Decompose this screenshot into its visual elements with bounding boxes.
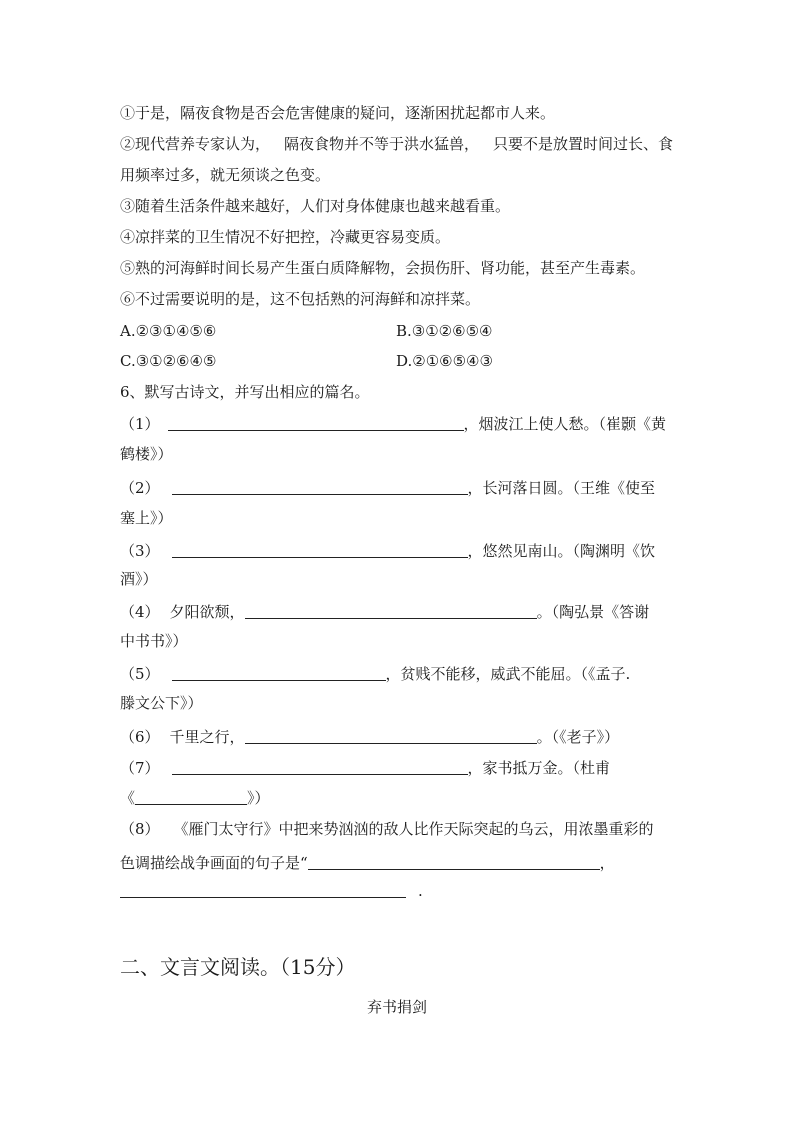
q6-item-5-after: ，贫贱不能移，威武不能屈。（《孟子. <box>385 665 631 683</box>
q6-item-8-line-3 <box>120 880 423 902</box>
q6-item-7-close: 》） <box>247 789 270 807</box>
question-6-title: 6、默写古诗文，并写出相应的篇名。 <box>120 383 370 401</box>
q6-item-4-before: 夕阳欲颓， <box>169 603 245 621</box>
q6-item-7-blank[interactable] <box>172 758 468 775</box>
q6-item-1-cont: 鹤楼》） <box>120 445 173 463</box>
sentence-2-line-1 <box>120 133 673 155</box>
q6-item-2-blank[interactable] <box>172 478 468 495</box>
sentence-2-part-c: 只要不是放置时间过长、食 <box>493 135 674 153</box>
q6-item-4-after: 。（陶弘景《答谢 <box>536 603 650 621</box>
q6-item-2-cont: 塞上》） <box>120 509 173 527</box>
sentence-4: ④凉拌菜的卫生情况不好把控，冷藏更容易变质。 <box>120 228 451 246</box>
q6-item-2 <box>120 477 655 499</box>
q6-item-7-open: 《 <box>120 789 136 807</box>
q6-item-1 <box>120 413 666 435</box>
q6-item-4 <box>120 601 649 623</box>
q6-item-8-line-2 <box>120 852 615 874</box>
q6-item-8-line3-after: . <box>418 882 423 900</box>
q6-item-5-num: （5） <box>120 665 160 683</box>
passage-title: 弃书捐剑 <box>366 998 427 1016</box>
q6-item-7-num: （7） <box>120 759 160 777</box>
q6-item-4-cont: 中书书》） <box>120 632 188 650</box>
option-b[interactable]: B.③①②⑥⑤④ <box>396 322 493 340</box>
q6-item-7-after: ，家书抵万金。（杜甫 <box>467 759 611 777</box>
sentence-6: ⑥不过需要说明的是，这不包括熟的河海鲜和凉拌菜。 <box>120 290 481 308</box>
q6-item-8-line2-after: ， <box>599 854 615 872</box>
q6-item-8-num: （8） <box>120 820 160 838</box>
q6-item-7-cont <box>120 787 270 809</box>
q6-item-8 <box>120 818 654 840</box>
q6-item-8-blank-1[interactable] <box>308 853 600 870</box>
q6-item-4-num: （4） <box>120 603 160 621</box>
q6-item-1-after: ，烟波江上使人愁。（崔颢《黄 <box>463 415 667 433</box>
q6-item-2-after: ，长河落日圆。（王维《使至 <box>467 479 656 497</box>
q6-item-8-text: 《雁门太守行》中把来势汹汹的敌人比作天际突起的乌云，用浓墨重彩的 <box>173 820 654 838</box>
q6-item-6-blank[interactable] <box>245 727 537 744</box>
q6-item-6-before: 千里之行， <box>169 728 245 746</box>
q6-item-7-title-blank[interactable] <box>135 788 247 805</box>
sentence-1: ①于是，隔夜食物是否会危害健康的疑问，逐渐困扰起都市人来。 <box>120 104 556 122</box>
q6-item-3-blank[interactable] <box>172 541 468 558</box>
options-row-1 <box>120 320 216 342</box>
q6-item-3 <box>120 540 655 562</box>
q6-item-4-blank[interactable] <box>245 602 537 619</box>
q6-item-3-num: （3） <box>120 542 160 560</box>
q6-item-5-cont: 滕文公下》） <box>120 694 203 712</box>
sentence-5: ⑤熟的河海鲜时间长易产生蛋白质降解物，会损伤肝、肾功能，甚至产生毒素。 <box>120 259 646 277</box>
q6-item-2-num: （2） <box>120 479 160 497</box>
q6-item-5-blank[interactable] <box>172 664 386 681</box>
q6-item-5 <box>120 663 630 685</box>
q6-item-6 <box>120 726 619 748</box>
option-c[interactable]: C.③①②⑥④⑤ <box>120 352 217 370</box>
option-a[interactable]: A.②③①④⑤⑥ <box>120 322 217 340</box>
sentence-3: ③随着生活条件越来越好，人们对身体健康也越来越看重。 <box>120 197 511 215</box>
option-d[interactable]: D.②①⑥⑤④③ <box>396 352 493 370</box>
section-2-heading: 二、文言文阅读。（15分） <box>120 955 356 979</box>
q6-item-8-line2-before: 色调描绘战争画面的句子是“ <box>120 854 308 872</box>
q6-item-6-num: （6） <box>120 728 160 746</box>
q6-item-3-cont: 酒》） <box>120 570 158 588</box>
q6-item-1-num: （1） <box>120 415 160 433</box>
sentence-2-line-2: 用频率过多，就无须谈之色变。 <box>120 166 331 184</box>
sentence-2-part-b: 隔夜食物并不等于洪水猛兽， <box>284 135 480 153</box>
q6-item-1-blank[interactable] <box>168 414 464 431</box>
sentence-2-part-a: ②现代营养专家认为， <box>120 135 271 153</box>
options-row-2 <box>120 350 216 372</box>
q6-item-7 <box>120 757 610 779</box>
q6-item-6-after: 。（《老子》） <box>536 728 620 746</box>
q6-item-8-blank-2[interactable] <box>120 881 406 898</box>
q6-item-3-after: ，悠然见南山。（陶渊明《饮 <box>467 542 656 560</box>
